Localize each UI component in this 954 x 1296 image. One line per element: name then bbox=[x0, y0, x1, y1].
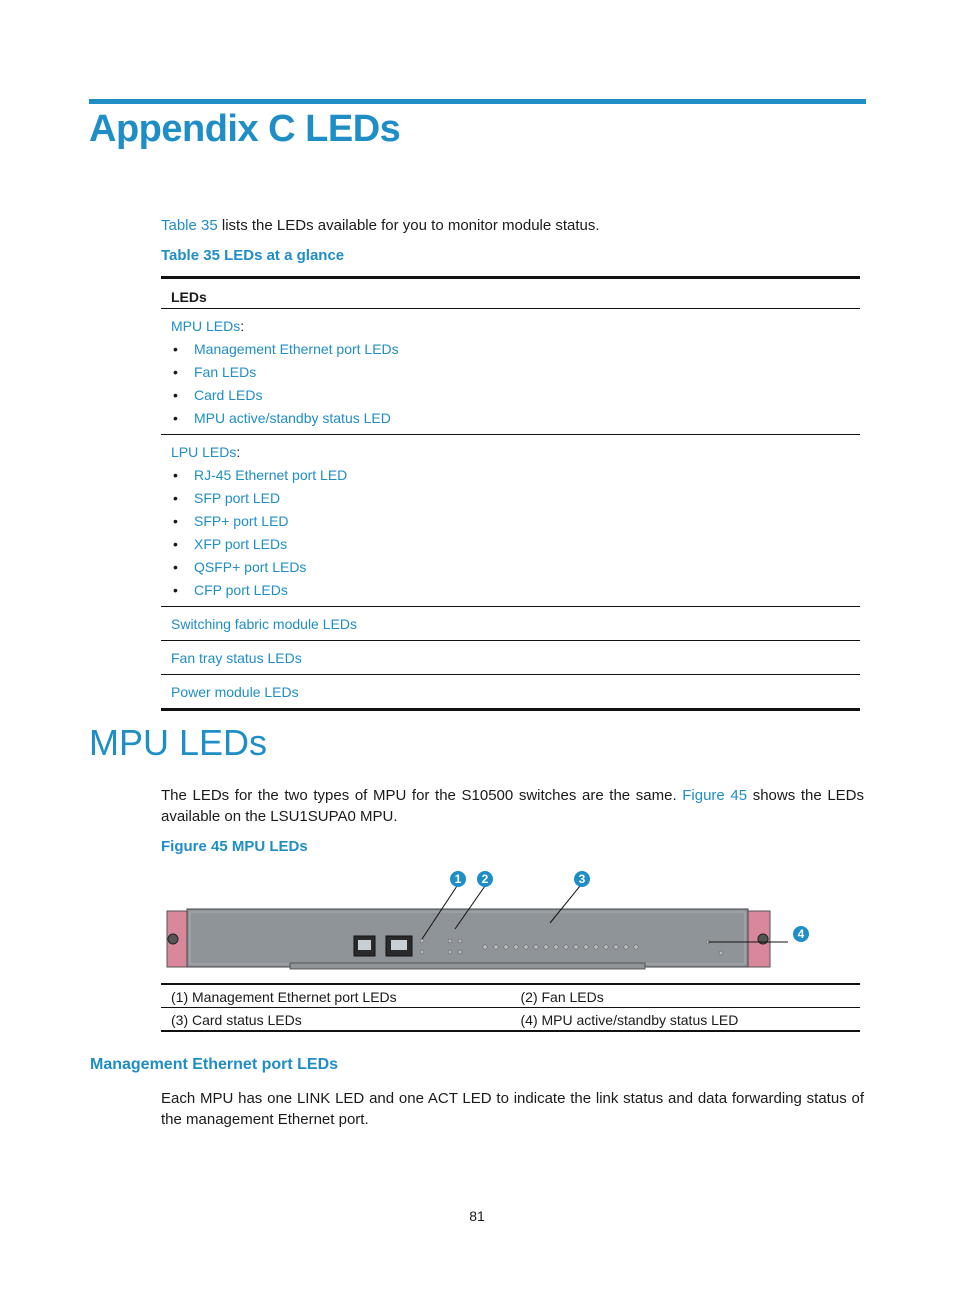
list-item bbox=[171, 361, 850, 384]
link-fan-tray-leds[interactable]: Fan tray status LEDs bbox=[171, 650, 302, 666]
mpu-panel-figure bbox=[160, 865, 820, 975]
callout-4-label: 4 bbox=[797, 927, 805, 941]
leds-table bbox=[161, 276, 860, 711]
link-power-module-leds[interactable]: Power module LEDs bbox=[171, 684, 299, 700]
link-qsfp-port-leds[interactable]: QSFP+ port LEDs bbox=[194, 559, 307, 575]
bullet: • bbox=[173, 559, 178, 575]
bullet: • bbox=[173, 536, 178, 552]
list-item bbox=[171, 533, 850, 556]
figure-legend-table bbox=[161, 983, 860, 1032]
mpu-leds-link[interactable]: MPU LEDs bbox=[171, 318, 241, 334]
link-fan-leds[interactable]: Fan LEDs bbox=[194, 364, 257, 380]
section-title: MPU LEDs bbox=[89, 722, 268, 763]
list-item bbox=[171, 510, 850, 533]
panel-body bbox=[187, 909, 748, 967]
legend-cell: (3) Card status LEDs bbox=[161, 1008, 511, 1032]
colon: : bbox=[236, 444, 241, 460]
subsection-paragraph: Each MPU has one LINK LED and one ACT LED to indicate the link status and data forwarding status of the management Ethernet port. bbox=[161, 1090, 864, 1128]
link-sfp-plus-port-led[interactable]: SFP+ port LED bbox=[194, 513, 289, 529]
table-caption: Table 35 LEDs at a glance bbox=[161, 247, 345, 264]
bullet: • bbox=[173, 410, 178, 426]
lpu-leds-link[interactable]: LPU LEDs bbox=[171, 444, 237, 460]
table-row bbox=[161, 607, 860, 641]
bullet: • bbox=[173, 490, 178, 506]
bullet: • bbox=[173, 341, 178, 357]
list-item bbox=[171, 487, 850, 510]
callout-2-label: 2 bbox=[481, 872, 489, 886]
table-row bbox=[161, 984, 860, 1008]
screw-left bbox=[168, 934, 178, 944]
list-item bbox=[171, 384, 850, 407]
figure-45-link[interactable]: Figure 45 bbox=[682, 787, 748, 804]
figure-caption: Figure 45 MPU LEDs bbox=[161, 838, 308, 855]
bullet: • bbox=[173, 467, 178, 483]
list-item bbox=[171, 556, 850, 579]
bullet: • bbox=[173, 364, 178, 380]
table-row bbox=[161, 309, 860, 435]
legend-cell: (2) Fan LEDs bbox=[511, 984, 861, 1008]
table-row bbox=[161, 641, 860, 675]
section-paragraph bbox=[161, 785, 864, 827]
table-row bbox=[161, 435, 860, 607]
intro-text: lists the LEDs available for you to monitor module status. bbox=[217, 217, 600, 234]
page-title: Appendix C LEDs bbox=[89, 108, 401, 150]
legend-cell: (4) MPU active/standby status LED bbox=[511, 1008, 861, 1032]
link-sfp-port-led[interactable]: SFP port LED bbox=[194, 490, 281, 506]
bullet: • bbox=[173, 582, 178, 598]
callout-3-label: 3 bbox=[578, 872, 586, 886]
legend-cell: (1) Management Ethernet port LEDs bbox=[161, 984, 511, 1008]
colon: : bbox=[240, 318, 245, 334]
link-cfp-port-leds[interactable]: CFP port LEDs bbox=[194, 582, 288, 598]
table-row bbox=[161, 675, 860, 710]
table-row bbox=[161, 1008, 860, 1032]
list-item bbox=[171, 338, 850, 361]
link-switching-fabric-leds[interactable]: Switching fabric module LEDs bbox=[171, 616, 357, 632]
table-35-link[interactable]: Table 35 bbox=[161, 217, 218, 234]
table-header: LEDs bbox=[161, 278, 860, 309]
list-item bbox=[171, 579, 850, 602]
list-item bbox=[171, 407, 850, 430]
bullet: • bbox=[173, 513, 178, 529]
link-mpu-status-led[interactable]: MPU active/standby status LED bbox=[194, 410, 391, 426]
link-card-leds[interactable]: Card LEDs bbox=[194, 387, 263, 403]
bullet: • bbox=[173, 387, 178, 403]
callout-1-label: 1 bbox=[454, 872, 462, 886]
section-text-1: The LEDs for the two types of MPU for the S10500 switches are the same. bbox=[161, 787, 683, 804]
intro-paragraph bbox=[161, 215, 600, 236]
list-item bbox=[171, 464, 850, 487]
page-number: 81 bbox=[469, 1208, 485, 1224]
link-rj45-port-led[interactable]: RJ-45 Ethernet port LED bbox=[194, 467, 348, 483]
subsection-title: Management Ethernet port LEDs bbox=[90, 1056, 339, 1073]
heading-rule bbox=[89, 99, 866, 104]
section-text-2: shows the LEDs available on the LSU1SUPA0 MPU. bbox=[161, 787, 864, 825]
link-xfp-port-leds[interactable]: XFP port LEDs bbox=[194, 536, 288, 552]
link-mgmt-ethernet-port-leds[interactable]: Management Ethernet port LEDs bbox=[194, 341, 399, 357]
